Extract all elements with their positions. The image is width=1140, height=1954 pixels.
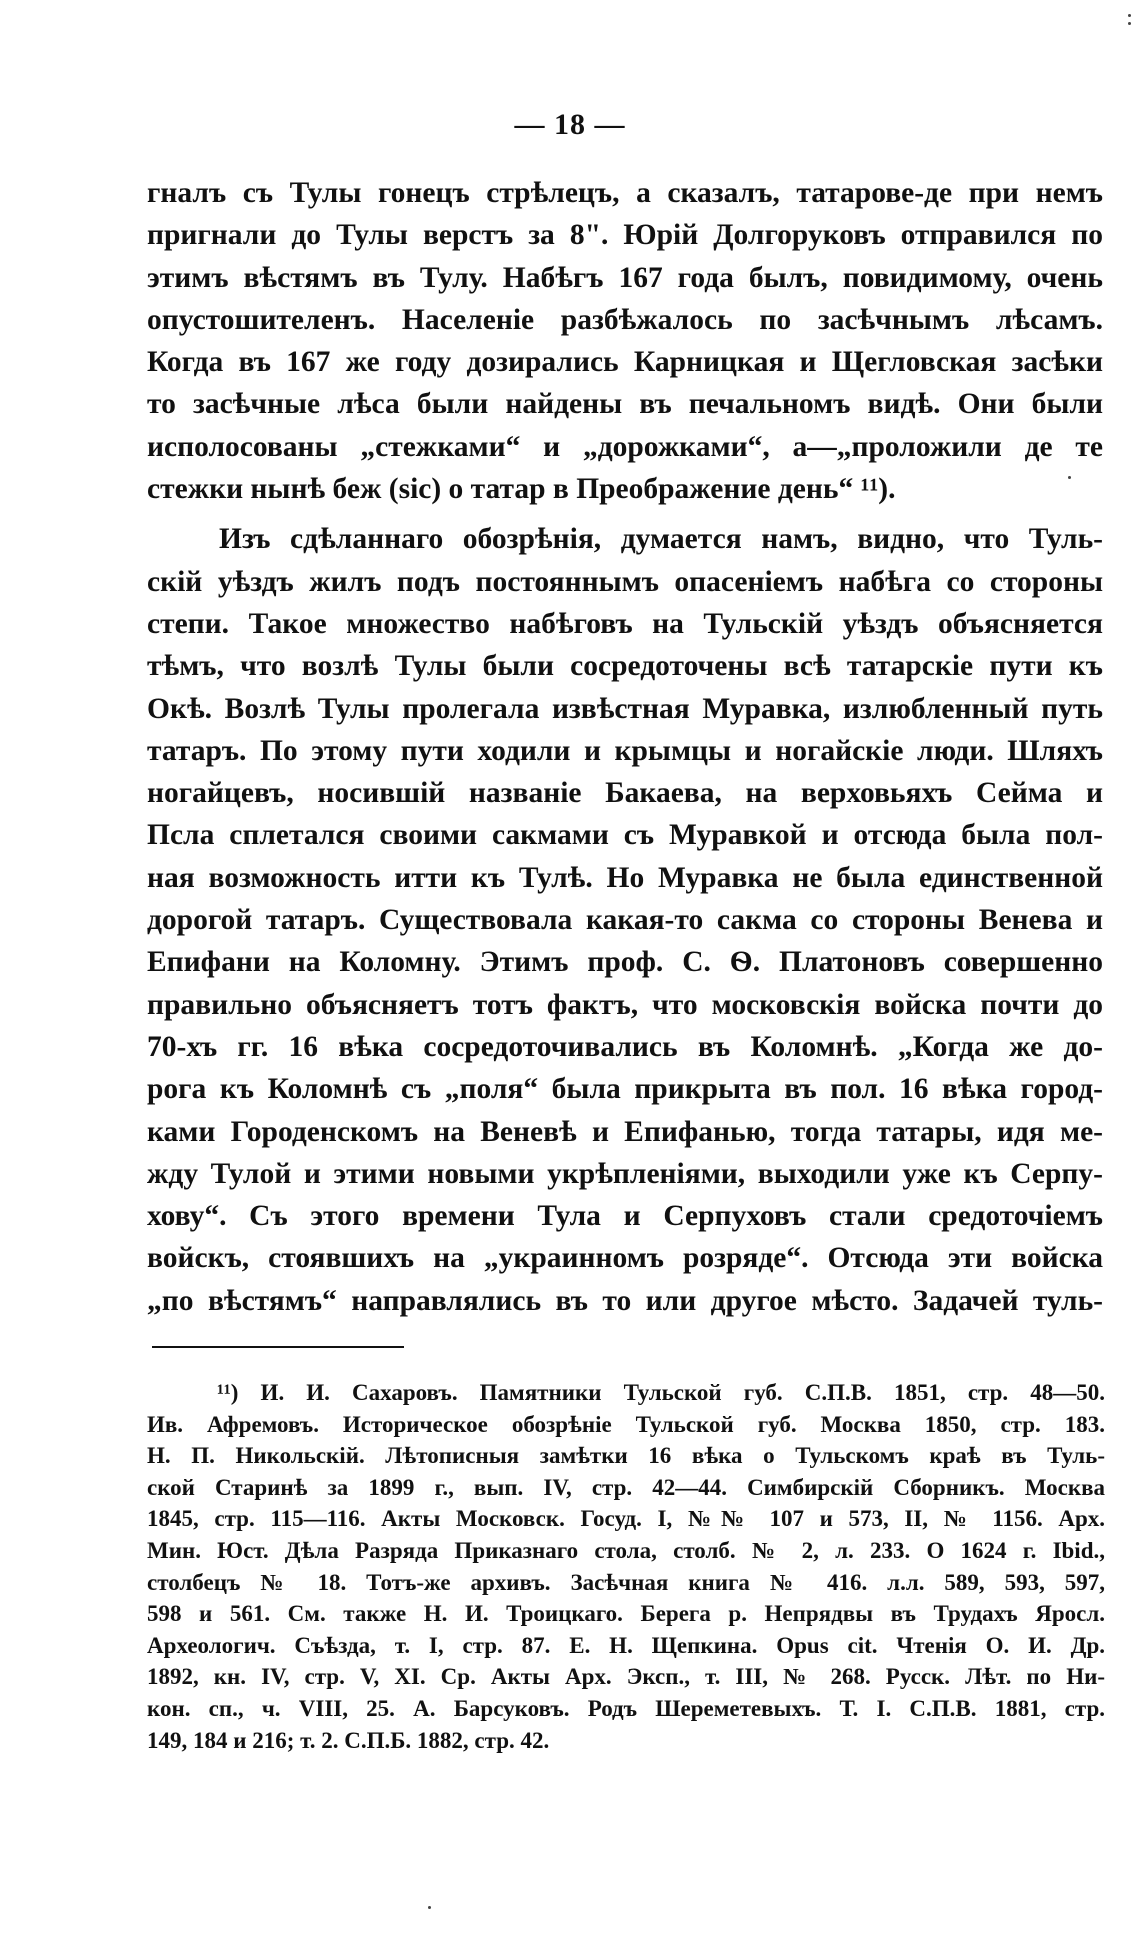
text-line: дорогой татаръ. Существовала какая-то сакма со стороны Венева и: [147, 904, 1103, 937]
scan-speck: [1128, 14, 1131, 17]
text-line: „по вѣстямъ“ направлялись въ то или другое мѣсто. Задачей туль-: [147, 1284, 1103, 1317]
footnote-line: 1845, стр. 115—116. Акты Московск. Госуд. I, №№ 107 и 573, II, № 1156. Арх.: [147, 1506, 1105, 1532]
text-line: исполосованы „стежками“ и „дорожками“, а—„проложили де те: [147, 430, 1103, 463]
text-line: 70-хъ гг. 16 вѣка сосредоточивались въ Коломнѣ. „Когда же до-: [147, 1030, 1103, 1063]
scan-speck: [1128, 22, 1131, 25]
footnotes: [147, 1377, 1105, 1756]
footnote-line: Н. П. Никольскій. Лѣтописныя замѣтки 16 вѣка о Тульскомъ краѣ въ Туль-: [147, 1443, 1105, 1469]
text-line: гналъ съ Тулы гонецъ стрѣлецъ, а сказалъ, татарове-де при немъ: [147, 177, 1103, 209]
text-line: стежки нынѣ беж (sic) о татар в Преображение день“ ¹¹).: [147, 473, 896, 506]
footnote-line: столбецъ № 18. Тотъ-же архивъ. Засѣчная книга № 416. л.л. 589, 593, 597,: [147, 1569, 1105, 1595]
footnote-line: Археологич. Съѣзда, т. I, стр. 87. Е. Н. Щепкина. Opus cit. Чтенія О. И. Др.: [147, 1632, 1105, 1658]
text-line: рога къ Коломнѣ съ „поля“ была прикрыта въ пол. 16 вѣка город-: [147, 1073, 1103, 1106]
text-line: татаръ. По этому пути ходили и крымцы и ногайскіе люди. Шляхъ: [147, 734, 1103, 767]
text-line: тѣмъ, что возлѣ Тулы были сосредоточены всѣ татарскіе пути къ: [147, 650, 1103, 683]
footnote-line: кон. сп., ч. VIII, 25. А. Барсуковъ. Родъ Шереметевыхъ. Т. I. С.П.В. 1881, стр.: [147, 1695, 1105, 1721]
footnote-separator: [152, 1346, 404, 1348]
footnote-line: Мин. Юст. Дѣла Разряда Приказнаго стола, столб. № 2, л. 233. О 1624 г. Ibid.,: [147, 1537, 1105, 1563]
footnote-line: 149, 184 и 216; т. 2. С.П.Б. 1882, стр. 42.: [147, 1727, 550, 1753]
paragraph-start: Изъ сдѣланнаго обозрѣнія, думается намъ, видно, что Туль-: [219, 523, 1103, 556]
footnote-line: ской Старинѣ за 1899 г., вып. IV, стр. 42—44. Симбирскій Сборникъ. Москва: [147, 1474, 1105, 1500]
text-line: пригнали до Тулы верстъ за 8". Юрій Долгоруковъ отправился по: [147, 219, 1103, 252]
footnote-line: 598 и 561. См. также Н. И. Троицкаго. Берега р. Непрядвы въ Трудахъ Яросл.: [147, 1601, 1105, 1627]
text-line: ная возможность итти къ Тулѣ. Но Муравка не была единственной: [147, 861, 1103, 894]
text-line: жду Тулой и этими новыми укрѣпленіями, выходили уже къ Серпу-: [147, 1157, 1103, 1190]
text-line: Когда въ 167 же году дозирались Карницкая и Щегловская засѣки: [147, 346, 1103, 379]
text-line: этимъ вѣстямъ въ Тулу. Набѣгъ 167 года былъ, повидимому, очень: [147, 261, 1103, 294]
text-line: правильно объясняетъ тотъ фактъ, что московскія войска почти до: [147, 988, 1103, 1021]
scan-speck: [1068, 476, 1071, 479]
page-number: — 18 —: [514, 108, 626, 141]
text-line: хову“. Съ этого времени Тула и Серпуховъ стали средоточіемъ: [147, 1200, 1103, 1233]
text-line: войскъ, стоявшихъ на „украинномъ розряде“. Отсюда эти войска: [147, 1242, 1103, 1275]
text-line: Псла сплетался своими сакмами съ Муравкой и отсюда была пол-: [147, 819, 1103, 852]
main-text: [147, 172, 1103, 1322]
text-line: Окѣ. Возлѣ Тулы пролегала извѣстная Муравка, излюбленный путь: [147, 692, 1103, 725]
text-line: опустошителенъ. Населеніе разбѣжалось по засѣчнымъ лѣсамъ.: [147, 303, 1103, 336]
footnote-line: Ив. Афремовъ. Историческое обозрѣніе Тульской губ. Москва 1850, стр. 183.: [147, 1411, 1105, 1437]
text-line: степи. Такое множество набѣговъ на Тульскій уѣздъ объясняется: [147, 607, 1103, 640]
footnote-line: 1892, кн. IV, стр. V, XI. Ср. Акты Арх. Эксп., т. III, № 268. Русск. Лѣт. по Ни-: [147, 1664, 1105, 1690]
text-line: ногайцевъ, носившій названіе Бакаева, на верховьяхъ Сейма и: [147, 777, 1103, 810]
scan-speck: [428, 1906, 431, 1909]
text-line: Епифани на Коломну. Этимъ проф. С. Ѳ. Платоновъ совершенно: [147, 946, 1103, 979]
text-line: то засѣчные лѣса были найдены въ печальномъ видѣ. Они были: [147, 388, 1103, 421]
text-line: скій уѣздъ жилъ подъ постояннымъ опасеніемъ набѣга со стороны: [147, 565, 1103, 598]
footnote-line: ¹¹) И. И. Сахаровъ. Памятники Тульской губ. С.П.В. 1851, стр. 48—50.: [217, 1380, 1105, 1405]
text-line: ками Городенскомъ на Веневѣ и Епифанью, тогда татары, идя ме-: [147, 1115, 1103, 1148]
